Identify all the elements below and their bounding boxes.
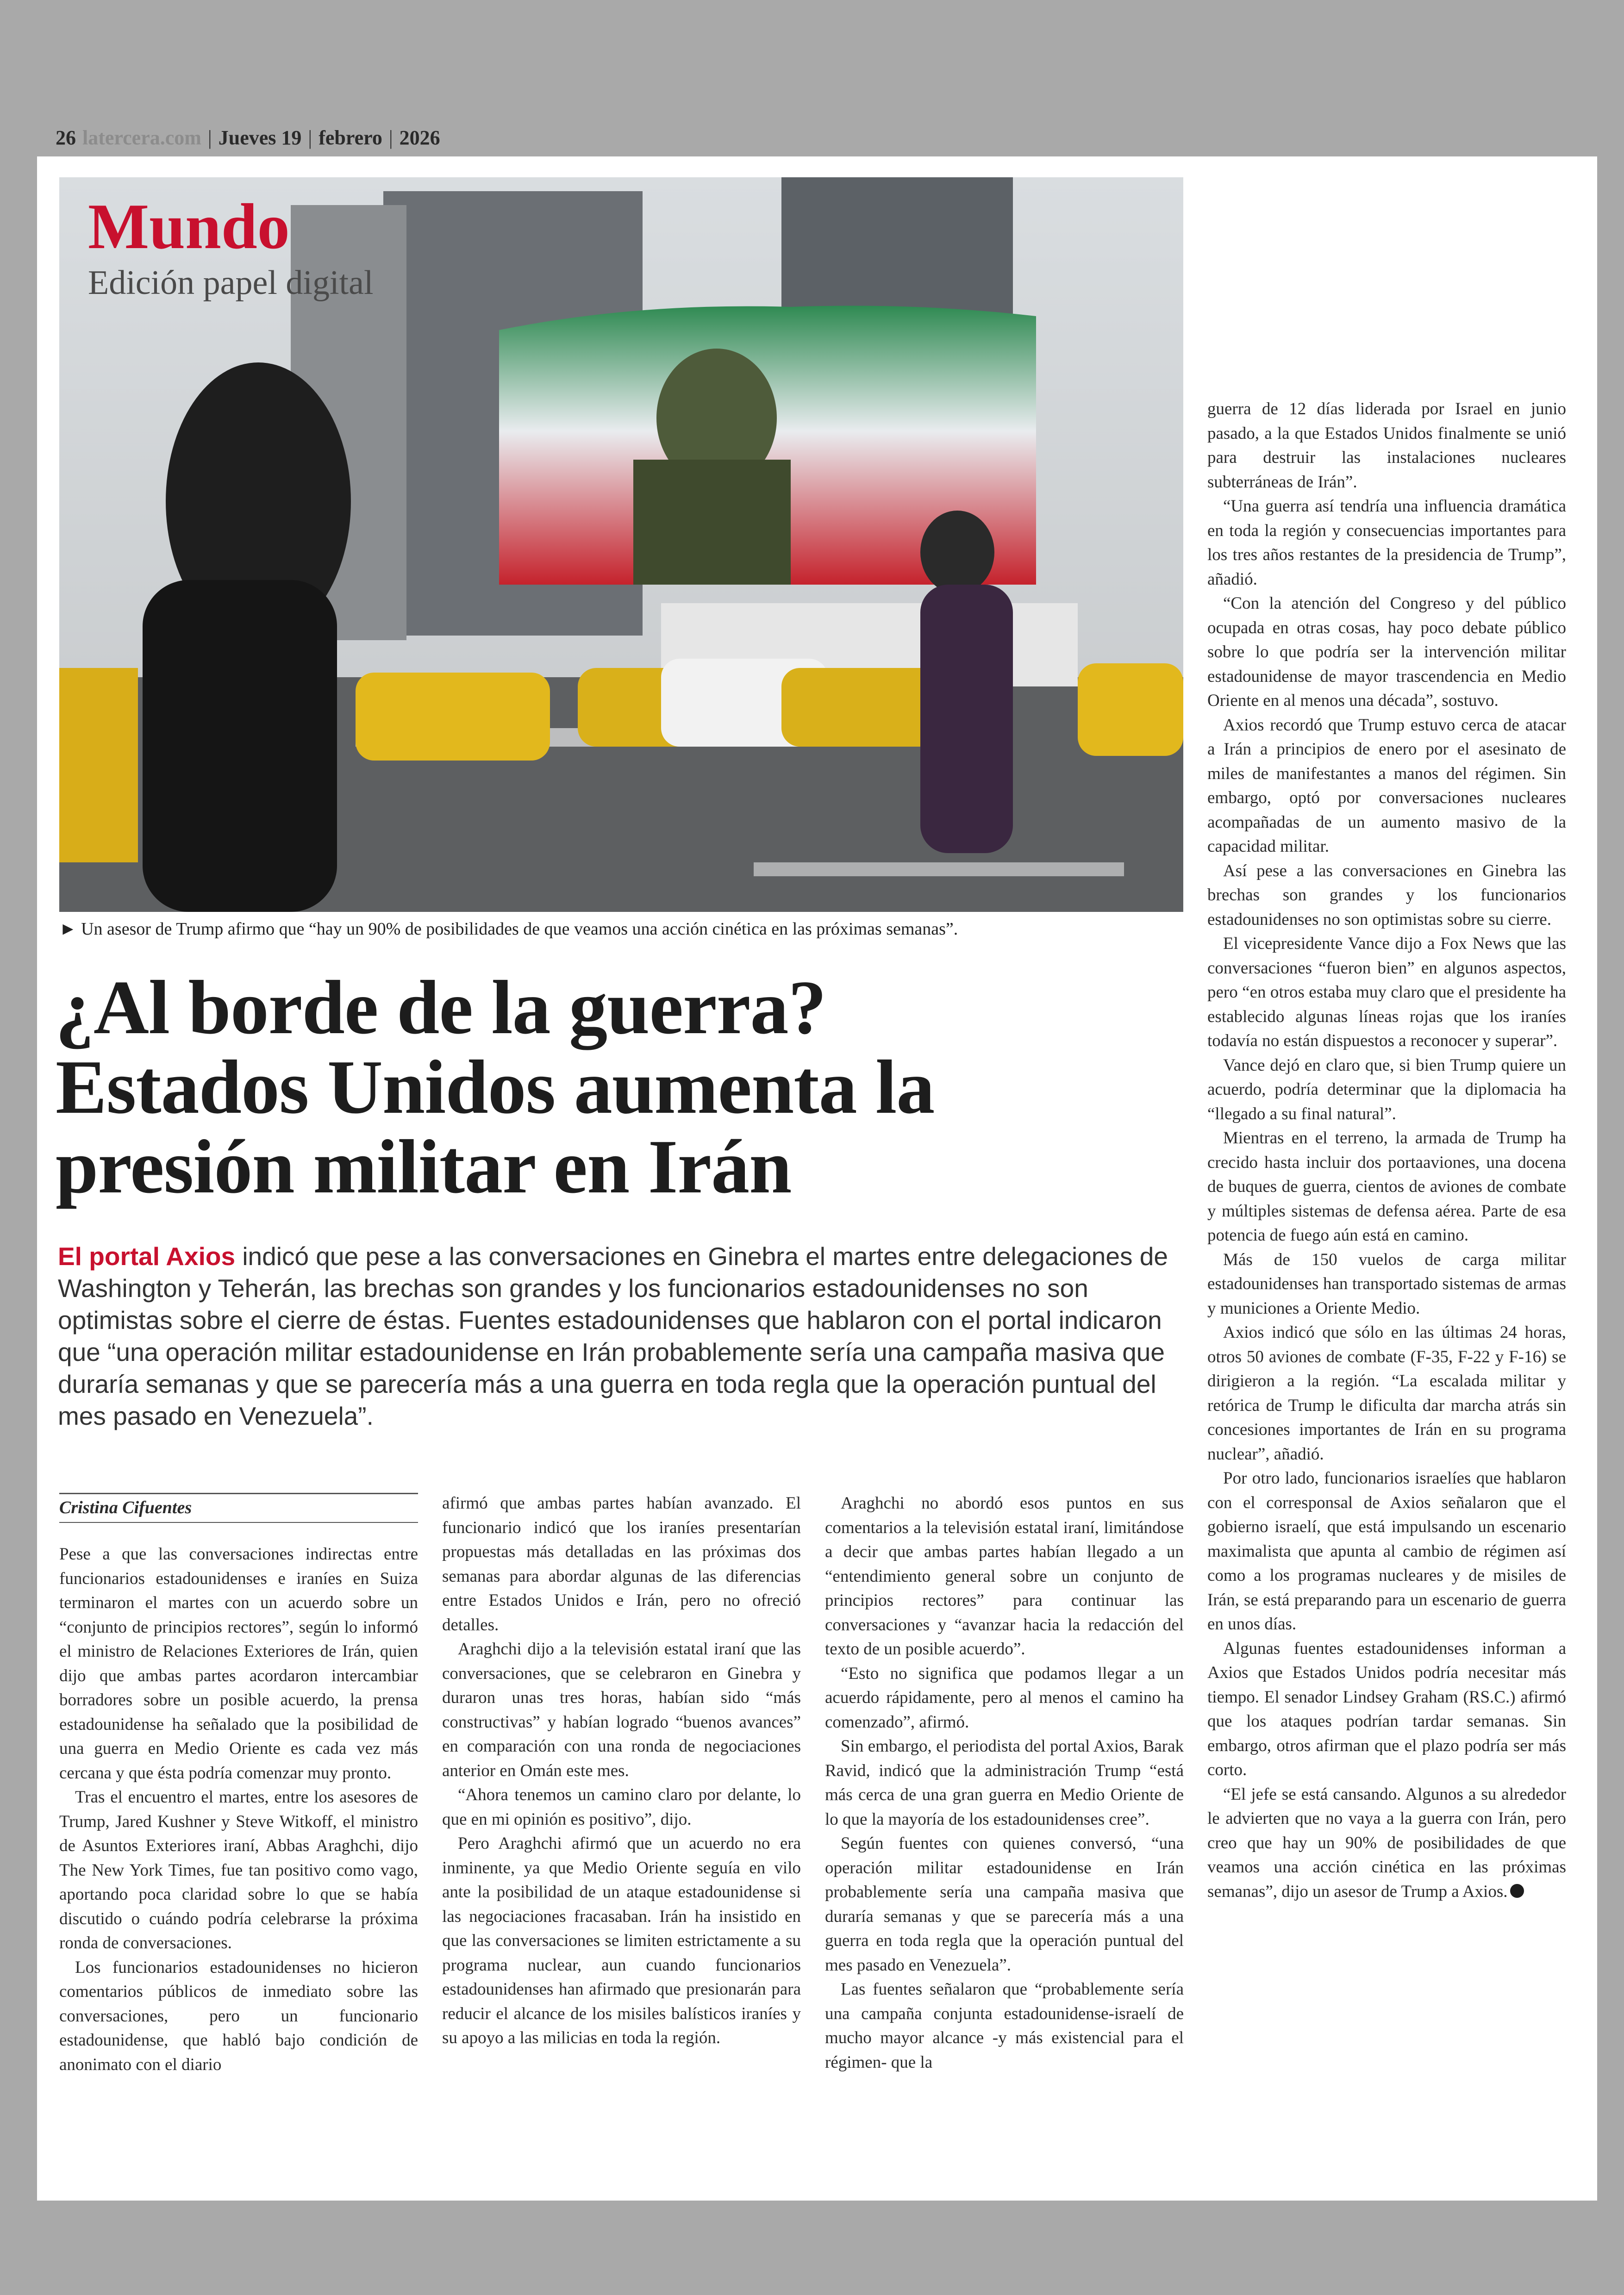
byline: Cristina Cifuentes (59, 1493, 418, 1523)
folio-month: febrero (319, 126, 382, 149)
body-paragraph: El vicepresidente Vance dijo a Fox News que las conversaciones “fueron bien” en algunos aspectos, pero “en otros estaba muy claro que el presidente ha establecido algunas líneas rojas que los iraníes todavía no están dispuestos a reconocer y superar”. (1207, 934, 1566, 1050)
body-paragraph: Pese a que las conversaciones indirectas entre funcionarios estadounidenses e iraníes en Suiza terminaron el martes con un acuerdo sobre un “conjunto de principios rectores”, según lo informó el ministro de Relaciones Exteriores de Irán, quien dijo que ambas partes acordaron intercambiar borradores sobre un posible acuerdo, la prensa estadounidense ha señalado que la posibilidad de una guerra en Medio Oriente es cada vez más cercana y que ésta podría comenzar muy pronto. (59, 1545, 418, 1783)
body-paragraph: “Esto no significa que podamos llegar a un acuerdo rápidamente, pero al menos el camino ha comenzado”, afirmó. (825, 1664, 1184, 1732)
body-paragraph: Sin embargo, el periodista del portal Axios, Barak Ravid, indicó que la administración Trump “está más cerca de una gran guerra en Medio Oriente de lo que la mayoría de los estadounidenses cree”. (825, 1737, 1184, 1829)
body-column-2 (442, 1491, 801, 2051)
lead-paragraph (58, 1241, 1192, 1432)
headline-line: ¿Al borde de la guerra? (56, 965, 826, 1050)
folio-year: 2026 (399, 126, 440, 149)
folio-day: Jueves 19 (218, 126, 302, 149)
body-paragraph: “Una guerra así tendría una influencia dramática en toda la región y consecuencias importantes para los tres años restantes de la presidencia de Trump”, añadió. (1207, 497, 1566, 589)
body-paragraph: Tras el encuentro el martes, entre los asesores de Trump, Jared Kushner y Steve Witkoff, el ministro de Asuntos Exteriores iraní, Abbas Araghchi, dijo The New York Times, fue tan positivo como vago, aportando poca claridad sobre lo que se había discutido o cuándo podría celebrarse la próxima ronda de conversaciones. (59, 1788, 418, 1952)
body-column-1 (59, 1493, 418, 2077)
lead-text: indicó que pese a las conversaciones en Ginebra el martes entre delegaciones de Washington y Teherán, las brechas son grandes y los funcionarios estadounidenses no son optimistas sobre el cierre de éstas. Fuentes estadounidenses que hablaron con el portal indicaron que “una operación militar estadounidense en Irán probablemente sería una campaña masiva que duraría semanas y que se parecería más a una guerra en toda regla que la operación puntual del mes pasado en Venezuela”. (58, 1242, 1168, 1430)
photo-caption: ► Un asesor de Trump afirmo que “hay un 90% de posibilidades de que veamos una acción cinética en las próximas semanas”. (59, 919, 958, 939)
section-name: Mundo (88, 191, 290, 262)
body-column-4 (1207, 397, 1566, 1904)
body-paragraph: afirmó que ambas partes habían avanzado. El funcionario indicó que los iraníes presentarían propuestas más detalladas en las próximas dos semanas para abordar algunas de las diferencias entre Estados Unidos e Irán, pero no ofreció detalles. (442, 1494, 801, 1634)
body-paragraph: Vance dejó en claro que, si bien Trump quiere un acuerdo, podría determinar que la diplomacia ha “llegado a su final natural”. (1207, 1055, 1566, 1123)
page-folio (56, 121, 440, 154)
body-paragraph: Algunas fuentes estadounidenses informan a Axios que Estados Unidos podría necesitar más tiempo. El senador Lindsey Graham (RS.C.) afirmó que los ataques podrían tardar semanas. Sin embargo, otros afirman que el plazo podría ser más corto. (1207, 1639, 1566, 1779)
body-paragraph: Araghchi dijo a la televisión estatal iraní que las conversaciones, que se celebraron en Ginebra y duraron unas tres horas, habían sido “más constructivas” y habían logrado “buenos avances” en comparación con una ronda de negociaciones anterior en Omán este mes. (442, 1640, 801, 1780)
closing-text: “El jefe se está cansando. Algunos a su alrededor le advierten que no vaya a la guerra con Irán, pero creo que hay un 90% de posibilidades de que veamos una acción cinética en las próximas semanas”, dijo un asesor de Trump a Axios. (1207, 1784, 1566, 1901)
body-paragraph: Araghchi no abordó esos puntos en sus comentarios a la televisión estatal iraní, limitándose a decir que ambas partes habían llegado a un “entendimiento general sobre un conjunto de principios rectores” para continuar las conversaciones y “avanzar hacia la redacción del texto de un posible acuerdo”. (825, 1494, 1184, 1659)
page-number: 26 (56, 126, 76, 149)
folio-separator: | (388, 126, 393, 149)
body-paragraph: guerra de 12 días liderada por Israel en junio pasado, a la que Estados Unidos finalmente se unió para destruir las instalaciones nucleares subterráneas de Irán”. (1207, 399, 1566, 492)
body-paragraph: Los funcionarios estadounidenses no hicieron comentarios públicos de inmediato sobre las conversaciones, pero un funcionario estadounidense, que habló bajo condición de anonimato con el diario (59, 1958, 418, 2074)
body-paragraph: Por otro lado, funcionarios israelíes que hablaron con el corresponsal de Axios señalaron que el gobierno israelí, que está impulsando un escenario maximalista que apunta al cambio de régimen así como a los programas nucleares y de misiles de Irán, se está preparando para un escenario de guerra en unos días. (1207, 1469, 1566, 1634)
body-paragraph: Las fuentes señalaron que “probablemente sería una campaña conjunta estadounidense-israelí de mucho mayor alcance -y más existencial para el régimen- que la (825, 1980, 1184, 2072)
body-paragraph: Pero Araghchi afirmó que un acuerdo no era inminente, ya que Medio Oriente seguía en vilo ante la posibilidad de un ataque estadounidense si las negociaciones fracasaban. Irán ha insistido en que las conversaciones se limiten estrictamente a su programa nuclear, aun cuando funcionarios estadounidenses han afirmado que presionarán para reducir el alcance de los misiles balísticos iraníes y su apoyo a las milicias en toda la región. (442, 1834, 801, 2047)
body-paragraph: “Ahora tenemos un camino claro por delante, lo que en mi opinión es positivo”, dijo. (442, 1785, 801, 1829)
headline (56, 965, 1190, 1209)
body-paragraph: Según fuentes con quienes conversó, “una operación militar estadounidense en Irán probablemente sería una campaña masiva que duraría semanas y que se parecería más a una guerra en toda regla que la operación puntual del mes pasado en Venezuela”. (825, 1834, 1184, 1975)
folio-separator: | (207, 126, 212, 149)
body-paragraph: Así pese a las conversaciones en Ginebra las brechas son grandes y los funcionarios estadounidenses no son optimistas sobre su cierre. (1207, 861, 1566, 929)
body-paragraph: “Con la atención del Congreso y del público ocupada en otras cosas, hay poco debate público sobre lo que podría ser la intervención militar estadounidense de mayor trascendencia en Medio Oriente en al menos una década”, sostuvo. (1207, 594, 1566, 710)
body-paragraph (1207, 1783, 1566, 1904)
lead-kicker: El portal Axios (58, 1242, 236, 1271)
body-column-3 (825, 1491, 1184, 2075)
section-subtitle: Edición papel digital (88, 264, 374, 302)
site-name: latercera.com (82, 126, 201, 149)
body-paragraph: Mientras en el terreno, la armada de Trump ha crecido hasta incluir dos portaaviones, una docena de buques de guerra, cientos de aviones de combate y múltiples sistemas de defensa aérea. Parte de esa potencia de fuego aún está en camino. (1207, 1129, 1566, 1245)
body-paragraph: Axios recordó que Trump estuvo cerca de atacar a Irán a principios de enero por el asesinato de miles de manifestantes a manos del régimen. Sin embargo, optó por conversaciones nucleares acompañadas de un aumento masivo de la capacidad militar. (1207, 715, 1566, 856)
body-paragraph: Axios indicó que sólo en las últimas 24 horas, otros 50 aviones de combate (F-35, F-22 y F-16) se dirigieron a la región. “La escalada militar y retórica de Trump le dificulta dar marcha atrás sin concesiones importantes de Irán en su programa nuclear”, añadió. (1207, 1323, 1566, 1464)
section-header (88, 191, 374, 302)
headline-line: Estados Unidos aumenta la (56, 1044, 935, 1129)
body-paragraph: Más de 150 vuelos de carga militar estadounidenses han transportado sistemas de armas y municiones a Oriente Medio. (1207, 1250, 1566, 1318)
folio-separator: | (308, 126, 312, 149)
headline-line: presión militar en Irán (56, 1124, 792, 1209)
end-mark-icon (1510, 1884, 1524, 1898)
